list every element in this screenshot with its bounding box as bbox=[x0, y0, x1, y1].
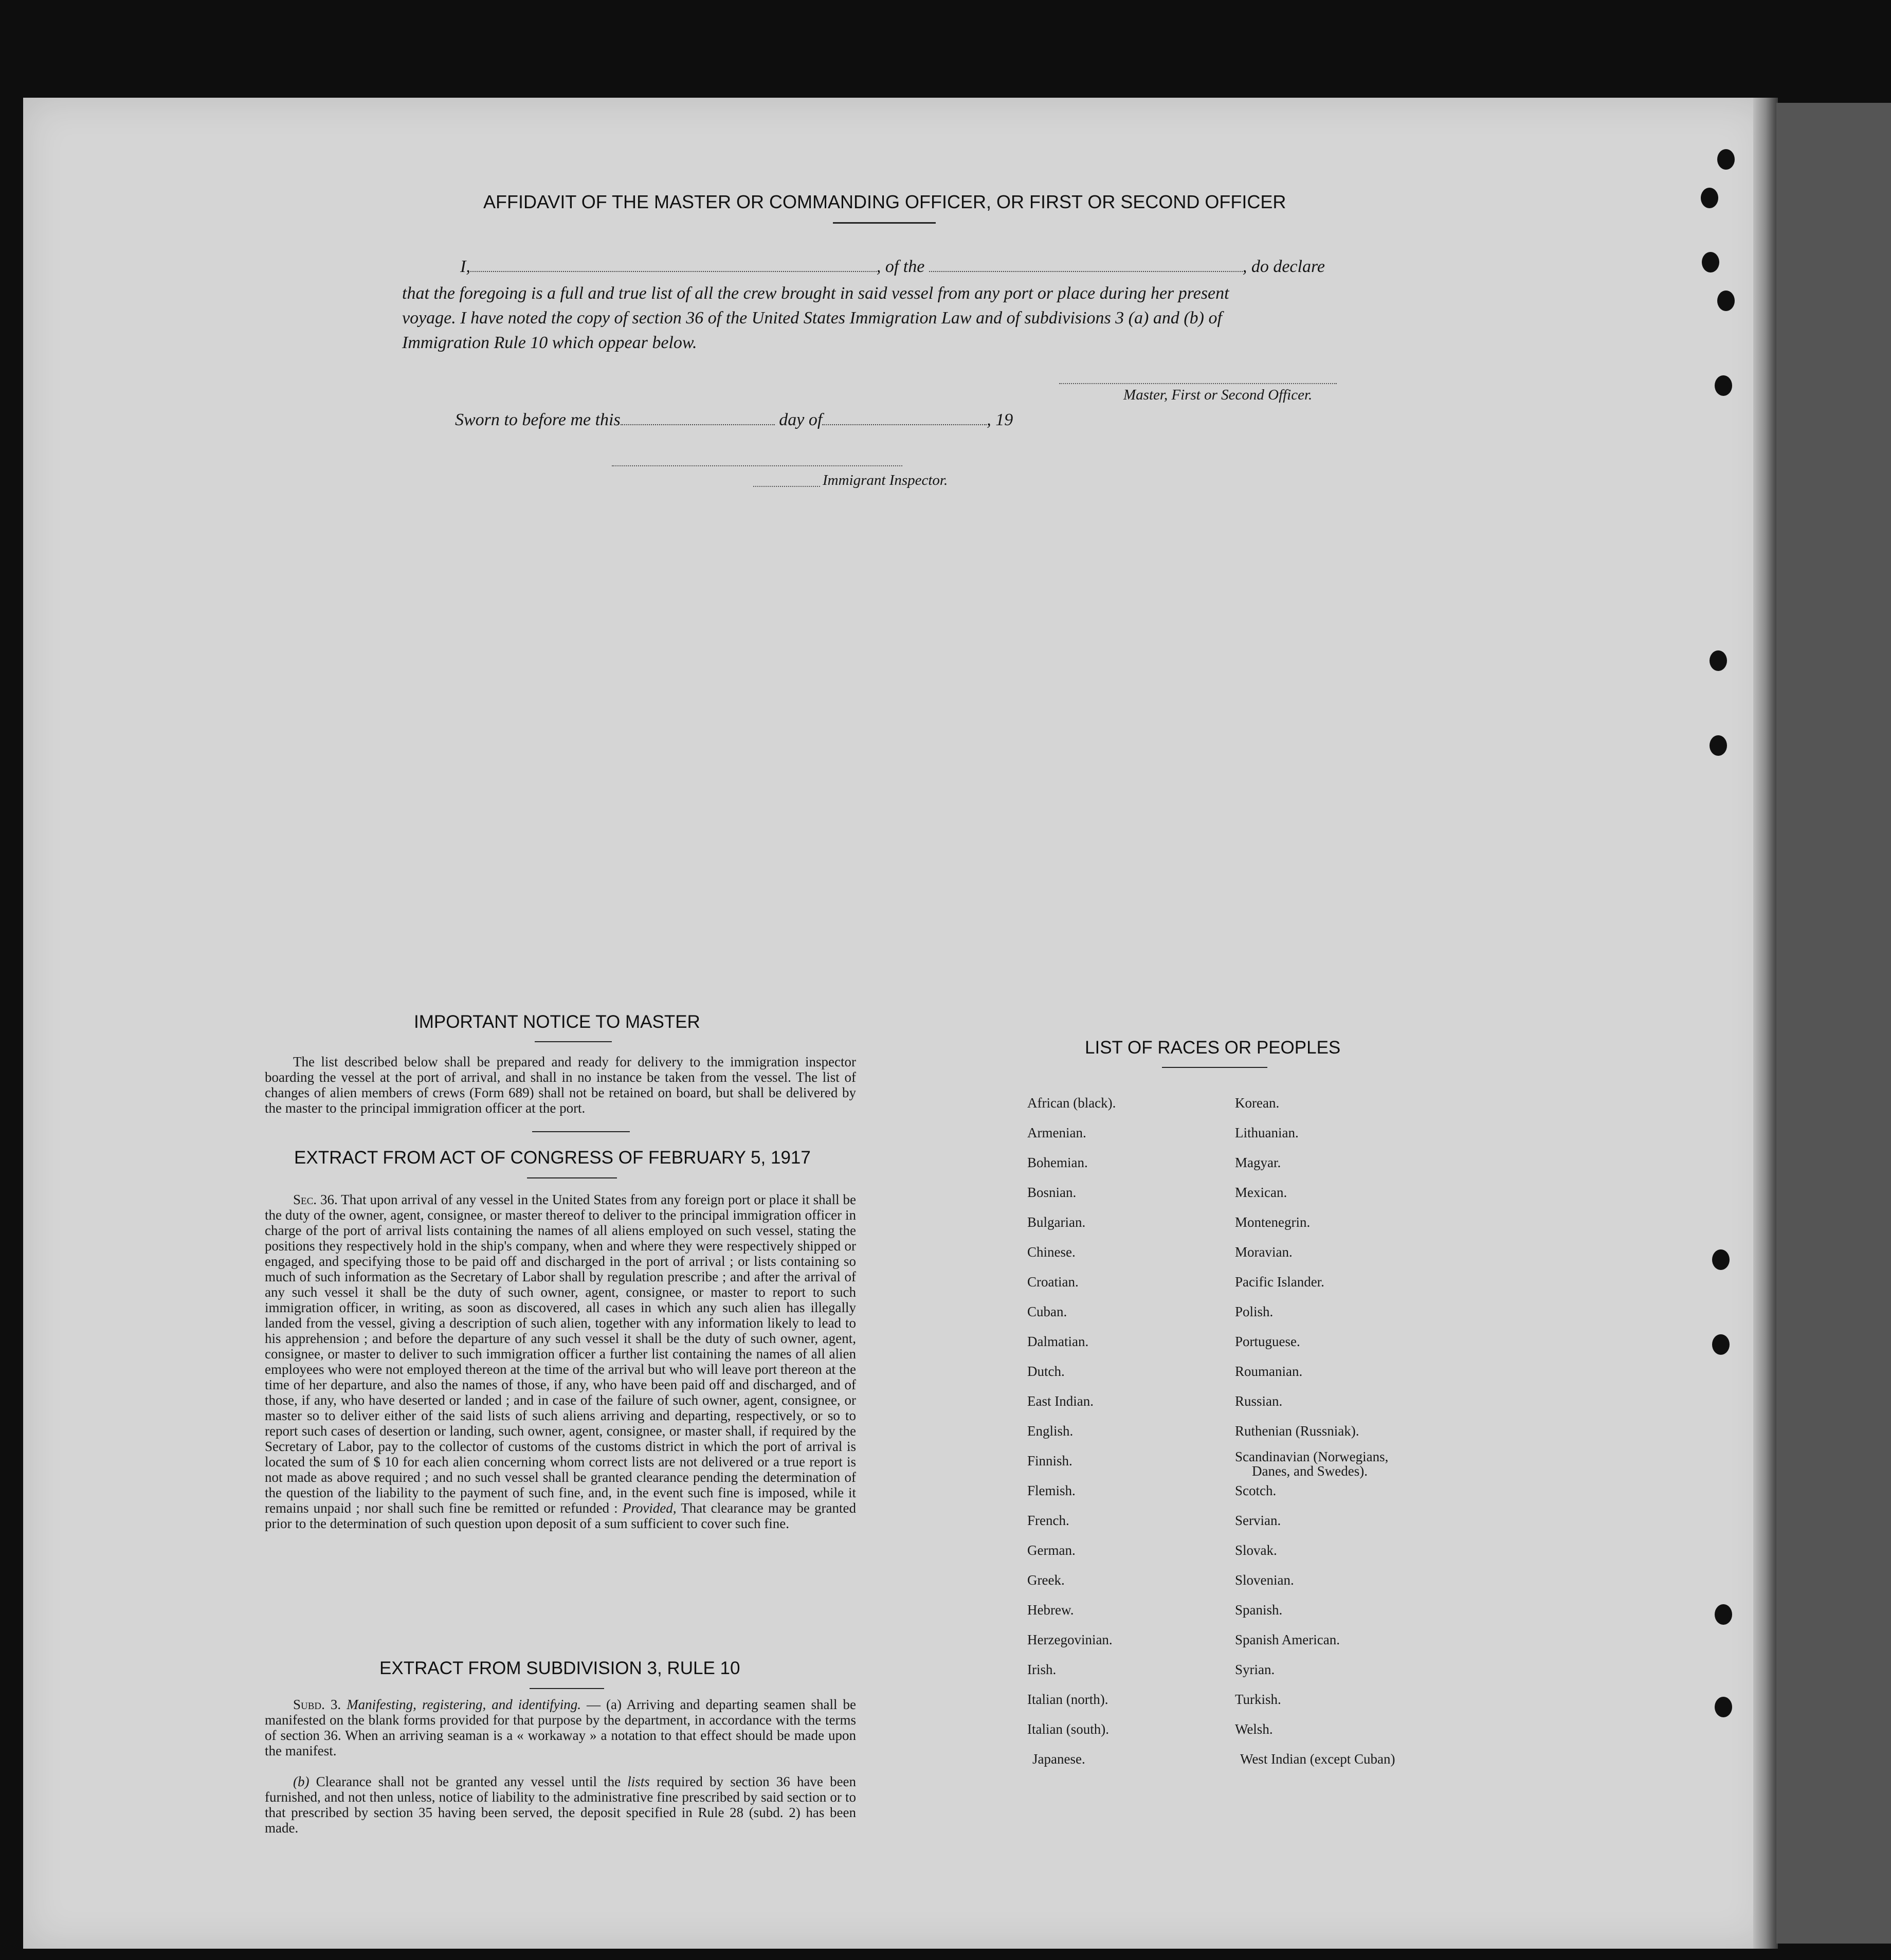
affidavit-title: AFFIDAVIT OF THE MASTER OR COMMANDING OFFICER, OR FIRST OR SECOND OFFICER bbox=[483, 191, 1286, 212]
race-item: Lithuanian. bbox=[1235, 1125, 1299, 1140]
punch-hole bbox=[1715, 1697, 1732, 1717]
vessel-blank[interactable] bbox=[929, 262, 1243, 272]
subd-b-lists: lists bbox=[627, 1774, 650, 1789]
race-item: Scandinavian (Norwegians, bbox=[1235, 1449, 1389, 1464]
races-title: LIST OF RACES OR PEOPLES bbox=[1085, 1038, 1341, 1058]
sworn-label: Sworn to before me this bbox=[455, 410, 621, 429]
race-item: Dalmatian. bbox=[1027, 1334, 1089, 1349]
race-item-continuation: Danes, and Swedes). bbox=[1252, 1463, 1368, 1479]
section-label: Sec. 36. bbox=[293, 1192, 338, 1207]
race-item: Croatian. bbox=[1027, 1274, 1079, 1290]
race-item: Hebrew. bbox=[1027, 1602, 1074, 1618]
race-item: Irish. bbox=[1027, 1662, 1057, 1677]
race-item: Welsh. bbox=[1235, 1721, 1273, 1737]
punch-hole bbox=[1715, 375, 1732, 396]
race-item: East Indian. bbox=[1027, 1393, 1094, 1409]
pronoun-i: I, bbox=[460, 257, 470, 276]
race-item: Flemish. bbox=[1027, 1483, 1076, 1498]
race-item: Greek. bbox=[1027, 1572, 1065, 1588]
page-edge-fold bbox=[1753, 98, 1778, 1949]
race-item: Italian (south). bbox=[1027, 1721, 1109, 1737]
race-item: Polish. bbox=[1235, 1304, 1274, 1319]
title-underline bbox=[833, 222, 936, 224]
race-item: Pacific Islander. bbox=[1235, 1274, 1324, 1290]
notice-underline bbox=[535, 1041, 612, 1042]
inspector-dotted-lead bbox=[753, 486, 820, 487]
punch-hole bbox=[1715, 1604, 1732, 1625]
rule10-title: EXTRACT FROM SUBDIVISION 3, RULE 10 bbox=[379, 1658, 740, 1678]
race-item: Bohemian. bbox=[1027, 1155, 1088, 1170]
rule10-underline bbox=[530, 1688, 604, 1689]
subd-heading: Manifesting, registering, and identifying. bbox=[347, 1697, 581, 1712]
race-item: Cuban. bbox=[1027, 1304, 1067, 1319]
race-item: Scotch. bbox=[1235, 1483, 1277, 1498]
race-item: Slovak. bbox=[1235, 1542, 1277, 1558]
race-item: Mexican. bbox=[1235, 1185, 1287, 1200]
rule10-para-a bbox=[265, 1697, 856, 1758]
name-blank[interactable] bbox=[470, 262, 877, 272]
race-item: Dutch. bbox=[1027, 1364, 1065, 1379]
subd-b-text-1: Clearance shall not be granted any vessel until the bbox=[316, 1774, 621, 1789]
month-blank[interactable] bbox=[822, 415, 987, 425]
race-item: Japanese. bbox=[1032, 1751, 1085, 1767]
race-item: German. bbox=[1027, 1542, 1076, 1558]
race-item: Slovenian. bbox=[1235, 1572, 1294, 1588]
affidavit-line-3: voyage. I have noted the copy of section 36 of the United States Immigration Law and of subdivisions 3 (a) and (b) of bbox=[402, 308, 1222, 328]
race-item: English. bbox=[1027, 1423, 1074, 1439]
race-item: French. bbox=[1027, 1513, 1069, 1528]
race-item: Ruthenian (Russniak). bbox=[1235, 1423, 1359, 1439]
master-signature-label: Master, First or Second Officer. bbox=[1123, 387, 1313, 403]
affidavit-line-2: that the foregoing is a full and true list of all the crew brought in said vessel from any port or place during her present bbox=[402, 284, 1229, 303]
punch-hole bbox=[1717, 149, 1735, 170]
punch-hole bbox=[1710, 735, 1727, 756]
section-36-text: That upon arrival of any vessel in the United States from any foreign port or place it shall be the duty of the owner, agent, consignee, or master thereof to deliver to the principal immigration officer in charge of the port of arrival lists containing the names of all aliens employed on such vessel, stating the positions they respectively hold in the ship's company, when and where they were respectively shipped or engaged, and specifying those to be paid off and discharged in the port of arrival ; or lists containing so much of such information as the Secretary of Labor shall by regulation prescribe ; and after the arrival of any such vessel it shall be the duty of such owner, agent, consignee, or master to report to such immigration officer, in writing, as soon as discovered, all cases in which any such alien has illegally landed from the vessel, giving a description of such alien, together with any information likely to lead to his apprehension ; and before the departure of any such vessel it shall be the duty of such owner, agent, consignee, or master to deliver to such immigration officer a further list containing the names of all alien employees who were not employed thereon at the time of the arrival but who will leave port thereon at the time of her departure, and also the names of those, if any, who have been paid off and discharged, and of those, if any, who have deserted or landed ; and in case of the failure of such owner, agent, consignee, or master so to deliver either of the said lists of such aliens arriving and departing, respectively, or so to report such cases of desertion or landing, such owner, agent, consignee, or master shall, if required by the Secretary of Labor, pay to the collector of customs of the customs district in which the port of arrival is located the sum of $ 10 for each alien concerning whom correct lists are not delivered or a true report is not made as above required ; and no such vessel shall be granted clearance pending the determination of the question of the liability to the payment of such fine, and, in the event such fine is imposed, while it remains unpaid ; nor shall such fine be remitted or refunded : bbox=[265, 1192, 856, 1516]
document-page bbox=[23, 98, 1769, 1949]
master-signature-line[interactable] bbox=[1059, 383, 1337, 384]
race-item: Korean. bbox=[1235, 1095, 1280, 1111]
race-item: Bosnian. bbox=[1027, 1185, 1077, 1200]
notice-text: The list described below shall be prepared and ready for delivery to the immigration inspector boarding the vessel at the port of arrival, and shall in no instance be taken from the vessel. The list of changes of alien members of crews (Form 689) shall not be retained on board, but shall be delivered by the master to the principal immigration officer at the port. bbox=[265, 1054, 856, 1116]
act-underline bbox=[527, 1177, 617, 1178]
race-item: Armenian. bbox=[1027, 1125, 1086, 1140]
race-item: Roumanian. bbox=[1235, 1364, 1303, 1379]
race-item: Montenegrin. bbox=[1235, 1214, 1311, 1230]
provided-label: Provided, bbox=[622, 1500, 677, 1516]
act-text bbox=[265, 1192, 856, 1531]
subd-label: Subd. 3. bbox=[293, 1697, 341, 1712]
punch-hole bbox=[1701, 188, 1718, 208]
inspector-signature-line[interactable] bbox=[612, 465, 902, 466]
notice-divider bbox=[532, 1131, 630, 1132]
subd-a-text: — (a) Arriving and departing seamen shall be manifested on the blank forms provided for that purpose by the department, in accordance with the terms of section 36. When an arriving seaman is a « workaway » a notation to that effect should be made upon the manifest. bbox=[265, 1697, 856, 1758]
notice-title: IMPORTANT NOTICE TO MASTER bbox=[414, 1012, 700, 1032]
race-item: Herzegovinian. bbox=[1027, 1632, 1113, 1647]
act-title: EXTRACT FROM ACT OF CONGRESS OF FEBRUARY 5, 1917 bbox=[294, 1148, 811, 1168]
subd-b-label: (b) bbox=[293, 1774, 310, 1789]
race-item: Russian. bbox=[1235, 1393, 1283, 1409]
race-item: Finnish. bbox=[1027, 1453, 1072, 1468]
affidavit-line-1 bbox=[460, 257, 1325, 277]
race-item: African (black). bbox=[1027, 1095, 1116, 1111]
race-item: Moravian. bbox=[1235, 1244, 1293, 1260]
subd-b-text-2: required by section 36 have been furnished, and not then unless, notice of liability to the administrative fine prescribed by said section or to that prescribed by section 35 having been served, the deposit specified in Rule 28 (subd. 2) has been made. bbox=[265, 1774, 857, 1836]
race-item: Servian. bbox=[1235, 1513, 1281, 1528]
punch-hole bbox=[1712, 1334, 1730, 1355]
binder-strip bbox=[1776, 103, 1891, 1944]
race-item: Bulgarian. bbox=[1027, 1214, 1086, 1230]
races-underline bbox=[1162, 1067, 1267, 1068]
race-item: Italian (north). bbox=[1027, 1692, 1108, 1707]
punch-hole bbox=[1712, 1249, 1730, 1270]
race-item: Turkish. bbox=[1235, 1692, 1281, 1707]
race-item: Spanish American. bbox=[1235, 1632, 1340, 1647]
punch-hole bbox=[1710, 650, 1727, 671]
race-item: Chinese. bbox=[1027, 1244, 1076, 1260]
year-label: , 19 bbox=[987, 410, 1013, 429]
declare-label: , do declare bbox=[1242, 257, 1325, 276]
race-item: Spanish. bbox=[1235, 1602, 1283, 1618]
race-item: Syrian. bbox=[1235, 1662, 1275, 1677]
affidavit-line-4: Immigration Rule 10 which oppear below. bbox=[402, 333, 697, 352]
day-of-label: day of bbox=[779, 410, 823, 429]
rule10-para-b bbox=[265, 1774, 856, 1836]
punch-hole bbox=[1717, 291, 1735, 311]
punch-hole bbox=[1702, 252, 1719, 273]
race-item: Portuguese. bbox=[1235, 1334, 1300, 1349]
race-item: Magyar. bbox=[1235, 1155, 1281, 1170]
day-blank[interactable] bbox=[621, 415, 775, 425]
sworn-line bbox=[455, 410, 1013, 430]
inspector-label: Immigrant Inspector. bbox=[823, 472, 948, 488]
of-the-label: , of the bbox=[876, 257, 925, 276]
race-item: West Indian (except Cuban) bbox=[1240, 1751, 1395, 1767]
section-36-text-end: That clearance may be granted prior to the determination of such question upon deposit of a sum sufficient to cover such fine. bbox=[265, 1500, 856, 1531]
